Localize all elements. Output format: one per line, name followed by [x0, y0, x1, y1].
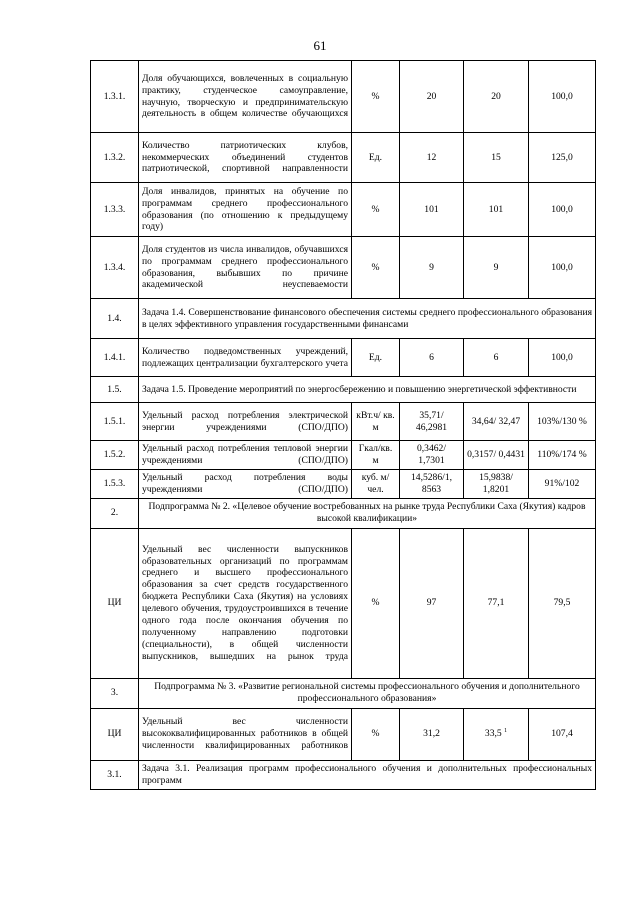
- indicator-text: Удельный расход потребления электрической энергии учреждениями (СПО/ДПО): [139, 403, 352, 441]
- percent-value: 79,5: [529, 528, 596, 678]
- row-number: 1.5.2.: [91, 441, 139, 470]
- percent-value: 100,0: [529, 61, 596, 133]
- unit-cell: %: [352, 61, 400, 133]
- row-number: 1.5.: [91, 377, 139, 403]
- task-title: Задача 3.1. Реализация программ профессионального обучения и дополнительных профессиональных программ: [139, 760, 596, 789]
- row-number: 1.5.3.: [91, 469, 139, 498]
- table-row: [91, 377, 596, 403]
- table-row: [91, 441, 596, 470]
- footnote-mark: 1: [504, 728, 508, 735]
- fact-value: 20: [464, 61, 529, 133]
- subprogram-title: Подпрограмма № 2. «Целевое обучение востребованных на рынке труда Республики Саха (Якутия) кадров высокой квалификации»: [139, 498, 596, 528]
- row-number: 3.: [91, 678, 139, 708]
- percent-value: 107,4: [529, 708, 596, 760]
- table-row: [91, 498, 596, 528]
- unit-cell: куб. м/чел.: [352, 469, 400, 498]
- percent-value: 91%/102: [529, 469, 596, 498]
- fact-value: 15,9838/ 1,8201: [464, 469, 529, 498]
- indicator-text: Удельный расход потребления воды учреждениями (СПО/ДПО): [139, 469, 352, 498]
- plan-value: 14,5286/1, 8563: [400, 469, 464, 498]
- unit-cell: Гкал/кв. м: [352, 441, 400, 470]
- fact-value: 101: [464, 183, 529, 237]
- plan-value: 31,2: [400, 708, 464, 760]
- indicator-text: Доля студентов из числа инвалидов, обучавшихся по программам среднего профессионального образования, выбывших по причине академической неуспеваемости: [139, 237, 352, 299]
- row-number: 3.1.: [91, 760, 139, 789]
- unit-cell: %: [352, 528, 400, 678]
- page-number: 61: [313, 38, 327, 53]
- table-row: [91, 760, 596, 789]
- indicator-text: Удельный вес численности высококвалифицированных работников в общей численности квалифицированных работников: [139, 708, 352, 760]
- row-number: 1.3.4.: [91, 237, 139, 299]
- row-number: 1.3.1.: [91, 61, 139, 133]
- percent-value: 110%/174 %: [529, 441, 596, 470]
- fact-value: [464, 708, 529, 760]
- fact-value: 9: [464, 237, 529, 299]
- fact-value: 77,1: [464, 528, 529, 678]
- indicator-text: Количество подведомственных учреждений, подлежащих централизации бухгалтерского учета: [139, 339, 352, 377]
- fact-value: 34,64/ 32,47: [464, 403, 529, 441]
- table-row: [91, 299, 596, 339]
- plan-value: 97: [400, 528, 464, 678]
- plan-value: 0,3462/ 1,7301: [400, 441, 464, 470]
- percent-value: 100,0: [529, 339, 596, 377]
- subprogram-title: Подпрограмма № 3. «Развитие региональной системы профессионального обучения и дополнительного профессионального образования»: [139, 678, 596, 708]
- row-number: 2.: [91, 498, 139, 528]
- indicator-text: Доля инвалидов, принятых на обучение по программам среднего профессионального образования (по отношению к предыдущему году): [139, 183, 352, 237]
- row-number: 1.5.1.: [91, 403, 139, 441]
- fact-value: 0,3157/ 0,4431: [464, 441, 529, 470]
- indicators-table: [90, 60, 596, 790]
- unit-cell: %: [352, 708, 400, 760]
- table-row: [91, 528, 596, 678]
- table-row: [91, 678, 596, 708]
- percent-value: 100,0: [529, 237, 596, 299]
- fact-value: 6: [464, 339, 529, 377]
- table-row: [91, 61, 596, 133]
- row-number: 1.4.: [91, 299, 139, 339]
- plan-value: 9: [400, 237, 464, 299]
- table-row: [91, 133, 596, 183]
- unit-cell: Ед.: [352, 339, 400, 377]
- table-row: [91, 339, 596, 377]
- row-number: 1.4.1.: [91, 339, 139, 377]
- row-number: ЦИ: [91, 528, 139, 678]
- task-title: Задача 1.4. Совершенствование финансового обеспечения системы среднего профессионального образования в целях эффективного управления государственными финансами: [139, 299, 596, 339]
- indicator-text: Доля обучающихся, вовлеченных в социальную практику, студенческое самоуправление, научную, творческую и предпринимательскую деятельность в общем количестве обучающихся: [139, 61, 352, 133]
- table-row: [91, 403, 596, 441]
- percent-value: 103%/130 %: [529, 403, 596, 441]
- plan-value: 35,71/ 46,2981: [400, 403, 464, 441]
- plan-value: 20: [400, 61, 464, 133]
- unit-cell: кВт.ч/ кв. м: [352, 403, 400, 441]
- indicator-text: Количество патриотических клубов, некоммерческих объединений студентов патриотической, спортивной направленности: [139, 133, 352, 183]
- fact-value-text: 33,5: [484, 728, 502, 740]
- plan-value: 6: [400, 339, 464, 377]
- plan-value: 101: [400, 183, 464, 237]
- row-number: 1.3.3.: [91, 183, 139, 237]
- percent-value: 125,0: [529, 133, 596, 183]
- table-row: [91, 237, 596, 299]
- table-row: [91, 469, 596, 498]
- indicator-text: Удельный вес численности выпускников образовательных организаций по программам среднего и высшего профессионального образования за счет средств государственного бюджета Республики Саха (Якутия) на условиях целевого обучения, трудоустроившихся в течение одного года после окончания обучения по полученному направлению подготовки (специальности), в общей численности выпускников, вышедших на рынок труда: [139, 528, 352, 678]
- plan-value: 12: [400, 133, 464, 183]
- unit-cell: %: [352, 237, 400, 299]
- indicator-text: Удельный расход потребления тепловой энергии учреждениями (СПО/ДПО): [139, 441, 352, 470]
- fact-value: 15: [464, 133, 529, 183]
- table-row: [91, 708, 596, 760]
- row-number: ЦИ: [91, 708, 139, 760]
- percent-value: 100,0: [529, 183, 596, 237]
- unit-cell: Ед.: [352, 133, 400, 183]
- table-row: [91, 183, 596, 237]
- row-number: 1.3.2.: [91, 133, 139, 183]
- task-title: Задача 1.5. Проведение мероприятий по энергосбережению и повышению энергетической эффективности: [139, 377, 596, 403]
- unit-cell: %: [352, 183, 400, 237]
